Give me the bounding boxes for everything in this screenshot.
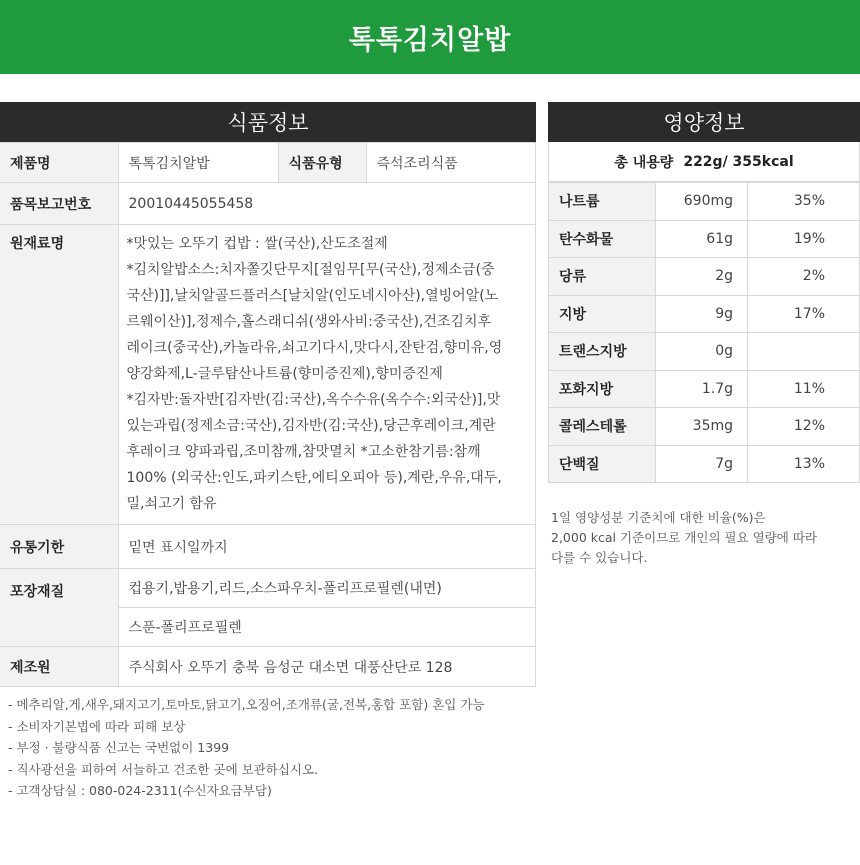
- nutrient-percent: 19%: [748, 220, 860, 258]
- nutrient-amount: 7g: [656, 445, 748, 483]
- nutrient-row: [549, 333, 860, 371]
- packaging-label: 포장재질: [0, 569, 118, 647]
- nutrient-amount: 61g: [656, 220, 748, 258]
- nutrition-panel: [548, 102, 860, 483]
- nutrient-row: [549, 183, 860, 221]
- total-content-row: [548, 142, 860, 182]
- note-item: - 메추리알,게,새우,돼지고기,토마토,닭고기,오징어,조개류(굴,전복,홍합 포함) 혼입 가능: [8, 697, 485, 712]
- ingredients-row: [0, 225, 536, 525]
- nutrition-note-line: 2,000 kcal 기준이므로 개인의 필요 열량에 따라: [551, 530, 817, 545]
- ingredients-line: 르웨이산)],정제수,홀스래디쉬(생와사비:중국산),건조김치후: [126, 314, 491, 330]
- nutrient-name: 탄수화물: [549, 220, 656, 258]
- ingredients-line: 후레이크 양파과립,조미참깨,참맛멸치 *고소한참기름:참깨: [126, 444, 481, 460]
- packaging-value-1: 컵용기,밥용기,리드,소스파우치-폴리프로필렌(내면): [118, 569, 536, 608]
- nutrient-amount: 2g: [656, 258, 748, 296]
- ingredients-label: 원재료명: [0, 225, 118, 525]
- nutrient-row: [549, 445, 860, 483]
- nutrient-row: [549, 220, 860, 258]
- nutrition-note-line: 다를 수 있습니다.: [551, 550, 648, 565]
- packaging-row: [0, 569, 536, 608]
- nutrient-row: [549, 295, 860, 333]
- ingredients-line: 레이크(중국산),카놀라유,쇠고기다시,맛다시,잔탄검,향미유,영: [126, 340, 503, 356]
- ingredients-line: *김자반:돌자반[김자반(김:국산),옥수수유(옥수수:외국산)],맛: [126, 392, 501, 408]
- nutrient-name: 트랜스지방: [549, 333, 656, 371]
- ingredients-value: [118, 225, 536, 525]
- manufacturer-row: [0, 647, 536, 687]
- total-content-label: 총 내용량: [614, 154, 674, 171]
- nutrient-name: 당류: [549, 258, 656, 296]
- nutrient-name: 포화지방: [549, 370, 656, 408]
- report-no-label: 품목보고번호: [0, 183, 118, 225]
- ingredients-line: 국산)]],날치알골드플러스[날치알(인도네시아산),열빙어알(노: [126, 288, 499, 304]
- ingredients-line: 양강화제,L-글루탐산나트륨(향미증진제),향미증진제: [126, 366, 443, 382]
- ingredients-line: 밀,쇠고기 함유: [126, 496, 217, 512]
- note-item: - 고객상담실 : 080-024-2311(수신자요금부담): [8, 783, 272, 798]
- report-row: [0, 183, 536, 225]
- nutrient-percent: 12%: [748, 408, 860, 446]
- nutrient-row: [549, 258, 860, 296]
- food-info-table: [0, 142, 536, 687]
- product-title: 톡톡김치알밥: [348, 24, 512, 56]
- product-name-value: 톡톡김치알밥: [118, 143, 278, 183]
- ingredients-line: 있는과립(정제소금:국산),김자반(김:국산),당근후레이크,계란: [126, 418, 496, 434]
- product-row: [0, 143, 536, 183]
- nutrition-note-line: 1일 영양성분 기준치에 대한 비율(%)은: [551, 510, 766, 525]
- food-type-label: 식품유형: [278, 143, 366, 183]
- nutrient-row: [549, 408, 860, 446]
- food-type-value: 즉석조리식품: [366, 143, 536, 183]
- note-item: - 부정 · 불량식품 신고는 국번없이 1399: [8, 740, 230, 755]
- manufacturer-value: 주식회사 오뚜기 충북 음성군 대소면 대풍산단로 128: [118, 647, 536, 687]
- nutrient-name: 단백질: [549, 445, 656, 483]
- packaging-value-2: 스푼-폴리프로필렌: [118, 608, 536, 647]
- nutrient-row: [549, 370, 860, 408]
- nutrient-percent: 2%: [748, 258, 860, 296]
- food-info-panel: [0, 102, 536, 687]
- ingredients-line: *김치알밥소스:치자쫄깃단무지[절임무[무(국산),정제소금(중: [126, 262, 495, 278]
- nutrient-amount: 9g: [656, 295, 748, 333]
- nutrient-percent: 17%: [748, 295, 860, 333]
- nutrient-amount: 690mg: [656, 183, 748, 221]
- nutrition-note: [551, 508, 851, 568]
- report-no-value: 20010445055458: [118, 183, 536, 225]
- nutrition-table: [548, 182, 860, 483]
- nutrient-percent: 11%: [748, 370, 860, 408]
- note-item: - 소비자기본법에 따라 피해 보상: [8, 718, 186, 734]
- nutrient-name: 콜레스테롤: [549, 408, 656, 446]
- total-content-value: 222g/ 355kcal: [683, 153, 794, 170]
- nutrient-percent: [748, 333, 860, 371]
- nutrient-percent: 35%: [748, 183, 860, 221]
- manufacturer-label: 제조원: [0, 647, 118, 687]
- nutrient-amount: 35mg: [656, 408, 748, 446]
- expiry-row: [0, 525, 536, 569]
- food-info-header: 식품정보: [0, 102, 536, 142]
- expiry-label: 유통기한: [0, 525, 118, 569]
- nutrient-name: 지방: [549, 295, 656, 333]
- nutrient-amount: 1.7g: [656, 370, 748, 408]
- ingredients-line: 100% (외국산:인도,파키스탄,에티오피아 등),계란,우유,대두,: [126, 470, 502, 486]
- expiry-value: 밑면 표시일까지: [118, 525, 536, 569]
- nutrition-header: 영양정보: [548, 102, 860, 142]
- notes-list: [8, 694, 528, 802]
- ingredients-line: *맛있는 오뚜기 컵밥 : 쌀(국산),산도조절제: [126, 236, 388, 252]
- nutrient-percent: 13%: [748, 445, 860, 483]
- product-name-label: 제품명: [0, 143, 118, 183]
- nutrient-amount: 0g: [656, 333, 748, 371]
- title-banner: [0, 0, 860, 74]
- note-item: - 직사광선을 피하여 서늘하고 건조한 곳에 보관하십시오.: [8, 761, 319, 777]
- nutrient-name: 나트륨: [549, 183, 656, 221]
